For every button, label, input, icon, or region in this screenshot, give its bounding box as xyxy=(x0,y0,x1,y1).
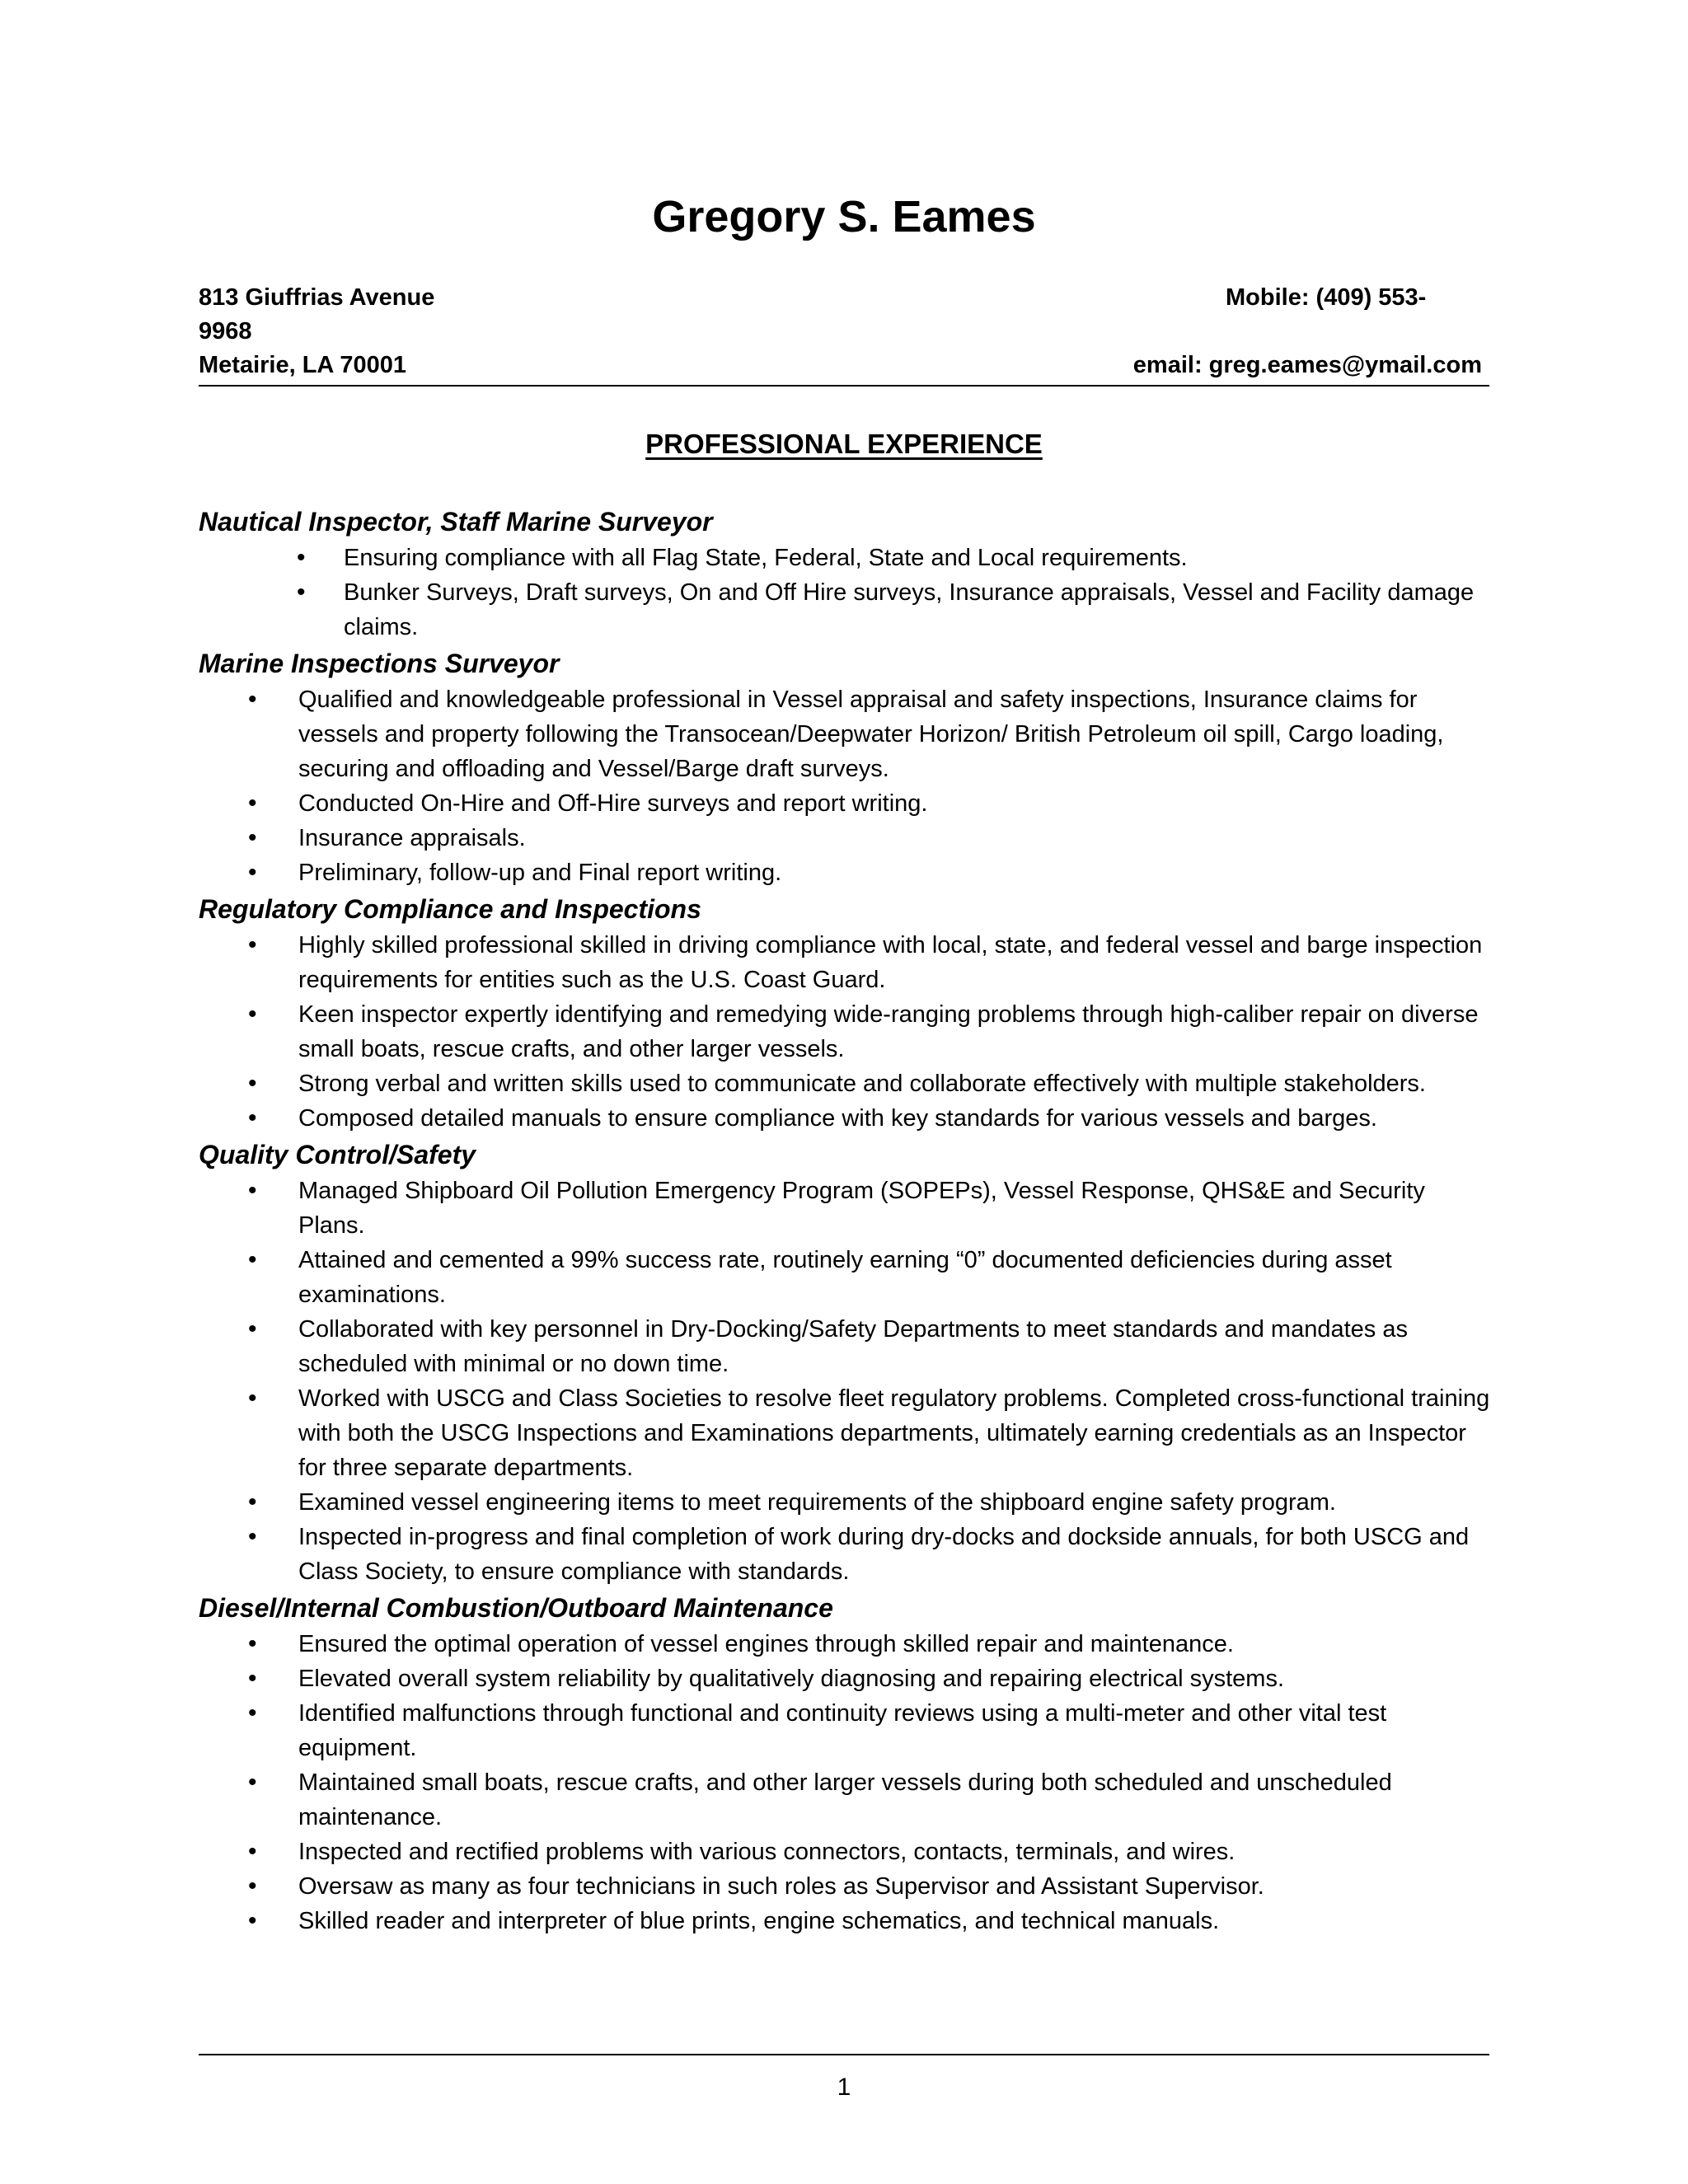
mobile-number: Mobile: (409) 553- xyxy=(1226,284,1427,311)
bullet-item: • Ensuring compliance with all Flag State, Federal, State and Local requirements. xyxy=(199,541,1493,575)
bullet-list xyxy=(199,1174,1493,1589)
bullet-item: • Composed detailed manuals to ensure compliance with key standards for various vessels and barges. xyxy=(199,1101,1493,1136)
bullet-item: • Oversaw as many as four technicians in such roles as Supervisor and Assistant Supervisor. xyxy=(199,1869,1493,1904)
bullet-item: • Qualified and knowledgeable professional in Vessel appraisal and safety inspections, Insurance claims for vessels and property following the Transocean/Deepwater Horizon/ British Petroleum oil spill, Cargo loading, securing and offloading and Vessel/Barge draft surveys. xyxy=(199,682,1493,786)
role-title: Regulatory Compliance and Inspections xyxy=(199,894,701,924)
email-address: email: greg.eames@ymail.com xyxy=(1132,352,1482,378)
bullet-list xyxy=(199,1627,1493,1938)
bullet-item: • Inspected in-progress and final completion of work during dry-docks and dockside annuals, for both USCG and Class Society, to ensure compliance with standards. xyxy=(199,1520,1493,1589)
bullet-item: • Worked with USCG and Class Societies to resolve fleet regulatory problems. Completed cross-functional training with both the USCG Inspections and Examinations departments, ultimately earning credentials as an Inspector for three separate departments. xyxy=(199,1381,1493,1485)
address-line-1: 813 Giuffrias Avenue xyxy=(199,284,435,311)
mobile-number-continued: 9968 xyxy=(199,318,252,344)
role-block xyxy=(199,503,1493,644)
role-title: Diesel/Internal Combustion/Outboard Maintenance xyxy=(199,1593,833,1623)
header-divider xyxy=(199,385,1489,387)
bullet-item: • Skilled reader and interpreter of blue prints, engine schematics, and technical manuals. xyxy=(199,1904,1493,1938)
bullet-list xyxy=(199,682,1493,890)
bullet-item: • Insurance appraisals. xyxy=(199,821,1493,855)
bullet-item: • Attained and cemented a 99% success rate, routinely earning “0” documented deficiencies during asset examinations. xyxy=(199,1243,1493,1312)
bullet-item: • Elevated overall system reliability by qualitatively diagnosing and repairing electrical systems. xyxy=(199,1661,1493,1696)
bullet-list xyxy=(199,541,1493,644)
bullet-item: • Strong verbal and written skills used to communicate and collaborate effectively with multiple stakeholders. xyxy=(199,1066,1493,1101)
candidate-name: Gregory S. Eames xyxy=(652,192,1036,241)
role-title: Nautical Inspector, Staff Marine Surveyor xyxy=(199,507,713,537)
bullet-item: • Identified malfunctions through functional and continuity reviews using a multi-meter and other vital test equipment. xyxy=(199,1696,1493,1765)
bullet-item: • Keen inspector expertly identifying and remedying wide-ranging problems through high-caliber repair on diverse small boats, rescue crafts, and other larger vessels. xyxy=(199,997,1493,1066)
address-line-2: Metairie, LA 70001 xyxy=(199,352,406,378)
bullet-item: • Managed Shipboard Oil Pollution Emergency Program (SOPEPs), Vessel Response, QHS&E and Security Plans. xyxy=(199,1174,1493,1243)
bullet-item: • Conducted On-Hire and Off-Hire surveys and report writing. xyxy=(199,786,1493,821)
role-block xyxy=(199,644,1493,890)
role-block xyxy=(199,1589,1493,1938)
bullet-item: • Ensured the optimal operation of vessel engines through skilled repair and maintenance. xyxy=(199,1627,1493,1661)
bullet-item: • Collaborated with key personnel in Dry-Docking/Safety Departments to meet standards and mandates as scheduled with minimal or no down time. xyxy=(199,1312,1493,1381)
bullet-item: • Preliminary, follow-up and Final report writing. xyxy=(199,855,1493,890)
footer-divider xyxy=(199,2054,1489,2055)
bullet-item: • Examined vessel engineering items to meet requirements of the shipboard engine safety program. xyxy=(199,1485,1493,1520)
role-title: Quality Control/Safety xyxy=(199,1140,476,1169)
bullet-item: • Highly skilled professional skilled in driving compliance with local, state, and federal vessel and barge inspection requirements for entities such as the U.S. Coast Guard. xyxy=(199,928,1493,997)
page-number: 1 xyxy=(837,2074,851,2101)
section-title: PROFESSIONAL EXPERIENCE xyxy=(645,429,1043,459)
bullet-list xyxy=(199,928,1493,1136)
experience-content xyxy=(199,503,1493,1938)
bullet-item: • Maintained small boats, rescue crafts, and other larger vessels during both scheduled and unscheduled maintenance. xyxy=(199,1765,1493,1835)
role-block xyxy=(199,1136,1493,1589)
bullet-item: • Bunker Surveys, Draft surveys, On and Off Hire surveys, Insurance appraisals, Vessel and Facility damage claims. xyxy=(199,575,1493,644)
role-title: Marine Inspections Surveyor xyxy=(199,649,560,678)
role-block xyxy=(199,890,1493,1136)
bullet-item: • Inspected and rectified problems with various connectors, contacts, terminals, and wires. xyxy=(199,1835,1493,1869)
